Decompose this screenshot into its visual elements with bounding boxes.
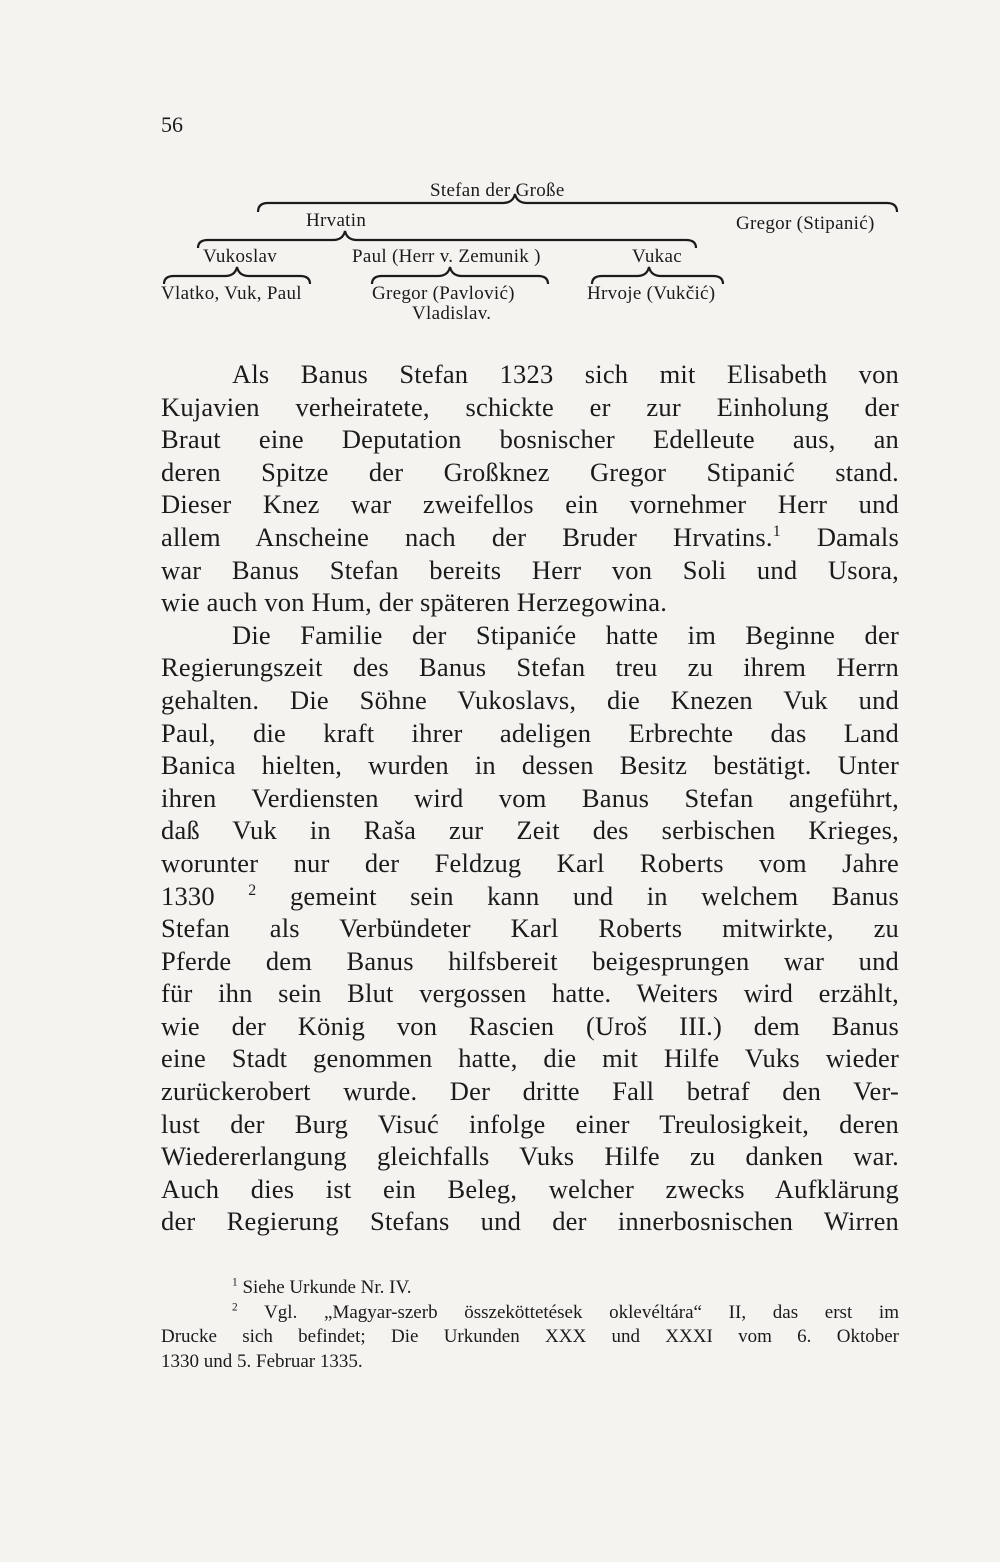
tree-name-gregor-stipanic: Gregor (Stipanić)	[736, 213, 875, 234]
text-line: Paul, die kraft ihrer adeligen Erbrechte das Land	[161, 717, 899, 748]
page-number: 56	[161, 112, 183, 137]
text-fragment: Damals	[816, 521, 899, 552]
text-line	[161, 880, 899, 913]
tree-name-vukac: Vukac	[632, 246, 682, 267]
tree-name-gregor-pavlovic: Gregor (Pavlović)	[372, 283, 515, 304]
text-fragment: allem Anscheine nach der Bruder Hrvatins.	[161, 521, 773, 552]
text-line: der Regierung Stefans und der innerbosnischen Wirren	[161, 1206, 899, 1237]
text-line: Die Familie der Stipaniće hatte im Beginne der	[232, 619, 899, 650]
footnote-ref-1: 1	[772, 523, 781, 541]
text-line: zurückerobert wurde. Der dritte Fall betraf den Ver-	[161, 1076, 899, 1107]
text-line: Wiedererlangung gleichfalls Vuks Hilfe zu danken war.	[161, 1141, 899, 1172]
footnote-ref-2: 2	[248, 881, 257, 899]
text-line: wie auch von Hum, der späteren Herzegowina.	[161, 587, 668, 618]
text-line: lust der Burg Visuć infolge einer Treulosigkeit, deren	[161, 1108, 899, 1139]
tree-name-vlatko-vuk-paul: Vlatko, Vuk, Paul	[161, 283, 302, 304]
text-line: gehalten. Die Söhne Vukoslavs, die Knezen Vuk und	[161, 684, 899, 715]
tree-name-paul: Paul (Herr v. Zemunik )	[352, 246, 541, 267]
text-line: wie der König von Rascien (Uroš III.) dem Banus	[161, 1010, 899, 1041]
text-line: Regierungszeit des Banus Stefan treu zu ihrem Herrn	[161, 652, 899, 683]
tree-root-name: Stefan der Große	[430, 180, 565, 201]
text-line: daß Vuk in Raša zur Zeit des serbischen Krieges,	[161, 815, 899, 846]
text-line: worunter nur der Feldzug Karl Roberts vom Jahre	[161, 847, 899, 878]
footnotes	[161, 1276, 899, 1374]
text-line	[161, 521, 899, 554]
text-line: Pferde dem Banus hilfsbereit beigesprungen war und	[161, 945, 899, 976]
text-line: Als Banus Stefan 1323 sich mit Elisabeth von	[232, 359, 899, 389]
text-line: Auch dies ist ein Beleg, welcher zwecks Aufklärung	[161, 1173, 899, 1204]
footnote-mark: 2	[232, 1301, 238, 1314]
footnote-text-line: Drucke sich befindet; Die Urkunden XXX und XXXI vom 6. Oktober	[161, 1326, 899, 1347]
footnote-text: Vgl. „Magyar-szerb összeköttetések oklevéltára“ II, das erst im	[264, 1301, 899, 1323]
tree-name-vukoslav: Vukoslav	[203, 246, 278, 267]
tree-name-hrvoje: Hrvoje (Vukčić)	[587, 283, 716, 304]
text-line: Banica hielten, wurden in dessen Besitz bestätigt. Unter	[161, 750, 899, 781]
footnote-2	[161, 1301, 899, 1326]
tree-name-vladislav: Vladislav.	[412, 303, 492, 324]
text-fragment: 1330	[161, 880, 215, 911]
text-line: für ihn sein Blut vergossen hatte. Weiters wird erzählt,	[161, 978, 899, 1009]
footnote-text: Siehe Urkunde Nr. IV.	[242, 1277, 412, 1298]
text-fragment: gemeint sein kann und in welchem Banus	[289, 880, 900, 911]
main-text	[161, 358, 899, 1238]
text-line: war Banus Stefan bereits Herr von Soli und Usora,	[161, 554, 899, 585]
tree-name-hrvatin: Hrvatin	[306, 210, 367, 231]
text-line: deren Spitze der Großknez Gregor Stipanić stand.	[161, 456, 899, 487]
text-line: eine Stadt genommen hatte, die mit Hilfe Vuks wieder	[161, 1043, 899, 1074]
tree-brace-gen3	[0, 0, 1000, 330]
footnote-1	[161, 1276, 899, 1301]
text-line: Braut eine Deputation bosnischer Edelleute aus, an	[161, 424, 899, 455]
text-line: Dieser Knez war zweifellos ein vornehmer Herr und	[161, 489, 899, 520]
text-line: Stefan als Verbündeter Karl Roberts mitwirkte, zu	[161, 913, 899, 944]
footnote-text-line: 1330 und 5. Februar 1335.	[161, 1350, 363, 1372]
text-line: ihren Verdiensten wird vom Banus Stefan angeführt,	[161, 782, 899, 813]
text-line: Kujavien verheiratete, schickte er zur Einholung der	[161, 391, 899, 422]
footnote-mark: 1	[232, 1276, 238, 1289]
